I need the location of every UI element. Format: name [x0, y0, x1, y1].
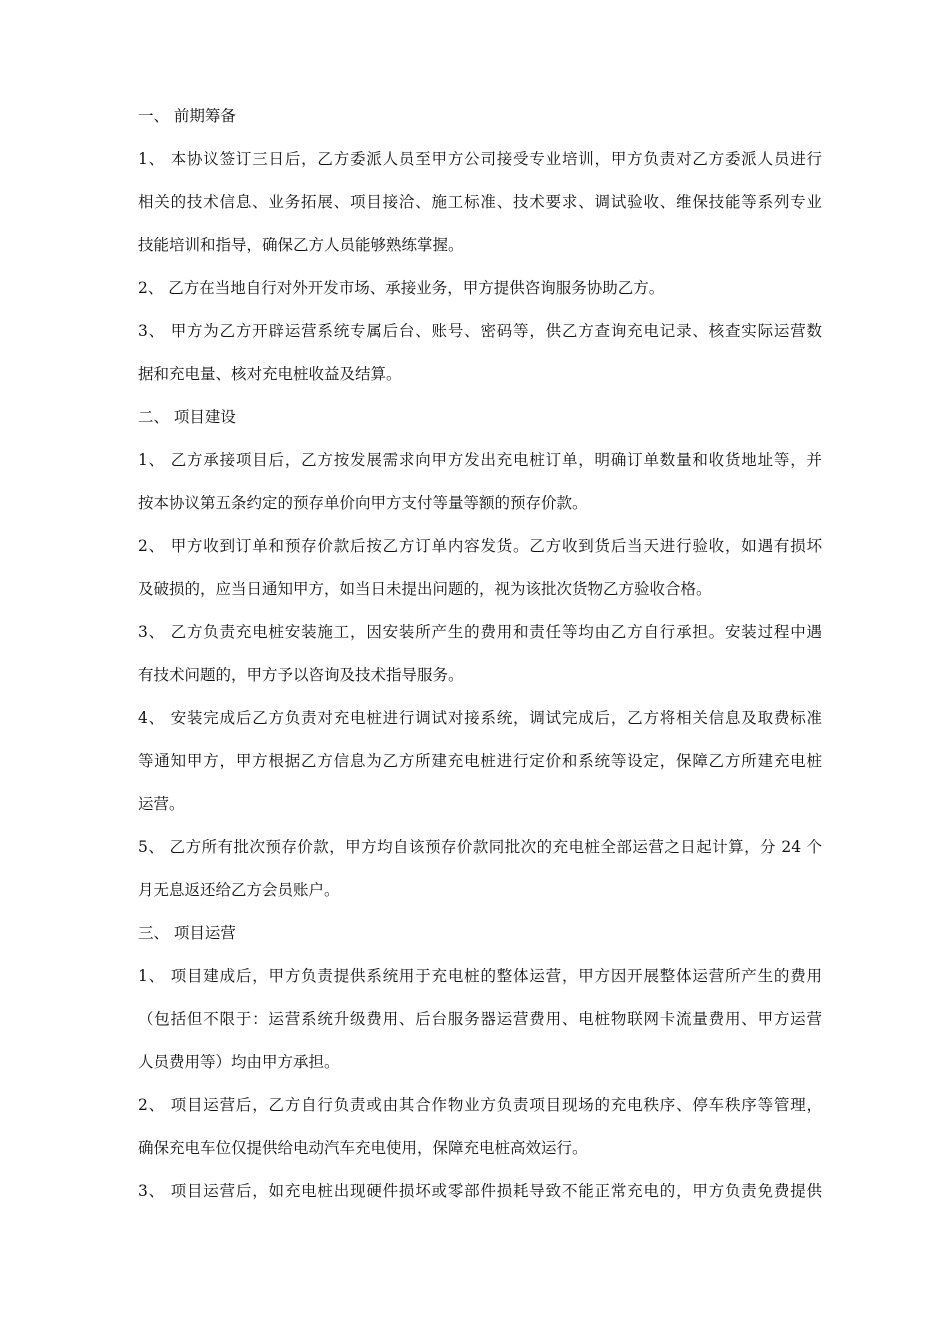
section-heading: 三、 项目运营 — [138, 924, 236, 942]
paragraph-line: 人员费用等）均由甲方承担。 — [138, 1053, 340, 1071]
paragraph-line: 2、 甲方收到订单和预存价款后按乙方订单内容发货。乙方收到货后当天进行验收，如遇有损坏 — [138, 537, 822, 555]
paragraph-line: 3、 项目运营后，如充电桩出现硬件损坏或零部件损耗导致不能正常充电的，甲方负责免费提供 — [138, 1182, 822, 1200]
paragraph-line: 及破损的，应当日通知甲方，如当日未提出问题的，视为该批次货物乙方验收合格。 — [138, 580, 712, 598]
section-heading: 二、 项目建设 — [138, 408, 236, 426]
paragraph-line: 运营。 — [138, 795, 185, 813]
document-body — [138, 104, 822, 1222]
section-heading: 一、 前期筹备 — [138, 107, 236, 125]
paragraph-line: （包括但不限于：运营系统升级费用、后台服务器运营费用、电桩物联网卡流量费用、甲方运营 — [138, 1010, 822, 1028]
paragraph-line: 相关的技术信息、业务拓展、项目接洽、施工标准、技术要求、调试验收、维保技能等系列专业 — [138, 193, 822, 211]
paragraph-line: 按本协议第五条约定的预存单价向甲方支付等量等额的预存价款。 — [138, 494, 588, 512]
paragraph-line: 3、 乙方负责充电桩安装施工，因安装所产生的费用和责任等均由乙方自行承担。安装过程中遇 — [138, 623, 822, 641]
paragraph-line: 3、 甲方为乙方开辟运营系统专属后台、账号、密码等，供乙方查询充电记录、核查实际运营数 — [138, 322, 822, 340]
paragraph-line: 2、 乙方在当地自行对外开发市场、承接业务，甲方提供咨询服务协助乙方。 — [138, 279, 665, 297]
paragraph-line: 确保充电车位仅提供给电动汽车充电使用，保障充电桩高效运行。 — [138, 1139, 588, 1157]
paragraph-line: 1、 本协议签订三日后，乙方委派人员至甲方公司接受专业培训，甲方负责对乙方委派人员进行 — [138, 150, 822, 168]
paragraph-line: 据和充电量、核对充电桩收益及结算。 — [138, 365, 402, 383]
paragraph-line: 1、 项目建成后，甲方负责提供系统用于充电桩的整体运营，甲方因开展整体运营所产生的费用 — [138, 967, 822, 985]
paragraph-line: 4、 安装完成后乙方负责对充电桩进行调试对接系统，调试完成后，乙方将相关信息及取费标准 — [138, 709, 822, 727]
paragraph-line: 等通知甲方，甲方根据乙方信息为乙方所建充电桩进行定价和系统等设定，保障乙方所建充电桩 — [138, 752, 822, 770]
paragraph-line: 有技术问题的，甲方予以咨询及技术指导服务。 — [138, 666, 464, 684]
paragraph-line: 技能培训和指导，确保乙方人员能够熟练掌握。 — [138, 236, 464, 254]
paragraph-line: 2、 项目运营后，乙方自行负责或由其合作物业方负责项目现场的充电秩序、停车秩序等管理， — [138, 1096, 822, 1114]
paragraph-line: 5、 乙方所有批次预存价款，甲方均自该预存价款同批次的充电桩全部运营之日起计算，分 24 个 — [138, 838, 822, 856]
paragraph-line: 月无息返还给乙方会员账户。 — [138, 881, 340, 899]
paragraph-line: 1、 乙方承接项目后，乙方按发展需求向甲方发出充电桩订单，明确订单数量和收货地址等，并 — [138, 451, 822, 469]
